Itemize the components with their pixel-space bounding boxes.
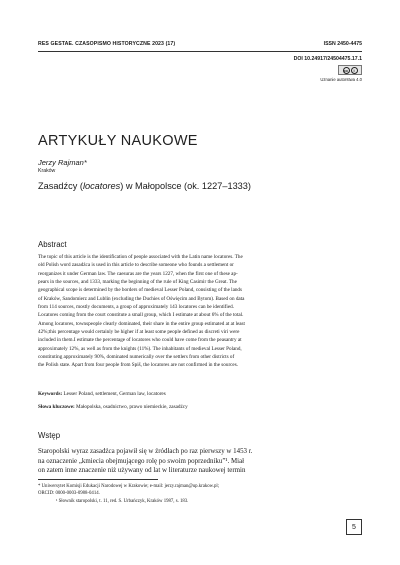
abstract-line: The topic of this article is the identification of people associated with the Latin name locatores. The: [38, 254, 243, 260]
abstract-line: 42%;this percentage would certainly be higher if at least some people defined as discreti viri were: [38, 329, 240, 336]
keywords: [38, 391, 166, 397]
footnote-divider: [38, 479, 158, 480]
keywords-label: Keywords:: [38, 391, 63, 397]
article-title: [38, 181, 251, 191]
intro-heading: Wstęp: [38, 431, 61, 440]
body-line: on zatem inne znaczenie niż używany od lat w literaturze naukowej termin: [38, 466, 246, 475]
by-icon: i: [351, 67, 358, 74]
abstract-line: of Kraków, Sandomierz and Lublin (excluding the Duchies of Oświęcim and Bytom). Based on data: [38, 295, 245, 302]
abstract-heading: Abstract: [38, 240, 67, 249]
footnote-orcid: ORCID: 0000-0003-0988-0414.: [38, 491, 100, 497]
intro-body: [38, 447, 362, 476]
title-italic: locatores: [82, 181, 121, 191]
cc-license-badge[interactable]: [338, 65, 362, 75]
keywords-text: Lesser Poland, settlement, German law, locatores: [63, 391, 166, 397]
abstract-body: [38, 253, 362, 370]
abstract-line: from 114 sources, mostly documents, a group of approximately 143 locatores can be identified.: [38, 304, 234, 311]
section-heading: ARTYKUŁY NAUKOWE: [38, 133, 198, 149]
body-line: na oznaczenie „kmiecia obejmującego rolę po swoim poprzedniku”¹. Miał: [38, 456, 245, 465]
author-affiliation: Kraków: [38, 168, 56, 174]
license-caption: Uznanie autorstwa 4.0: [320, 77, 362, 82]
doi-label[interactable]: DOI 10.24917/24504475.17.1: [293, 56, 362, 62]
page-number: 5: [346, 519, 362, 535]
title-part-2: ) w Małopolsce (ok. 1227–1333): [120, 181, 251, 191]
footnotes: [38, 483, 362, 505]
footnote-1: ¹ Słownik staropolski, t. 11, red. S. Urbańczyk, Kraków 1987, s. 183.: [56, 498, 189, 504]
abstract-line: approximately 12%, as well as from the knights (11%). The inhabitants of medieval Lesser Poland,: [38, 345, 242, 352]
abstract-line: geographical scope is determined by the borders of medieval Lesser Poland, consisting of the lands: [38, 287, 242, 294]
abstract-line: the Polish state. Apart from four people from Spiš, the locatores are not confirmed in the sources.: [38, 362, 239, 369]
footnote-author: * Uniwersytet Komisji Edukacji Narodowej w Krakowie; e-mail: jerzy.rajman@up.krakow.pl;: [38, 484, 220, 489]
title-part-1: Zasadźcy (: [38, 181, 83, 191]
abstract-line: constituting approximately 90%, dominated numerically over the settlers from other districts of: [38, 354, 235, 361]
keywords-pl-text: Małopolska, osadnictwo, prawo niemieckie, zasadźcy: [76, 404, 188, 410]
abstract-line: reorganizes it under German law. The caesuras are the years 1227, when the first one of these ap-: [38, 270, 238, 277]
journal-header: RES GESTAE. CZASOPISMO HISTORYCZNE 2023 (17): [38, 41, 176, 47]
keywords-pl-label: Słowa kluczowe:: [38, 404, 75, 410]
cc-icon: cc: [343, 67, 349, 73]
abstract-line: pears in the sources, and 1333, marking the beginning of the rule of King Casimir the Great. The: [38, 279, 237, 286]
abstract-line: Among locatores, townspeople clearly dominated, their share in the entire group estimated at at least: [38, 320, 245, 327]
abstract-line: included in them.I estimate the percentage of locatores who could have come from the peasantry at: [38, 337, 242, 344]
abstract-line: old Polish word zasadźca is used in this article to describe someone who founds a settlement or: [38, 262, 234, 269]
author-name: Jerzy Rajman*: [38, 158, 87, 167]
body-line: Staropolski wyraz zasadźca pojawił się w źródłach po raz pierwszy w 1453 r.: [38, 447, 253, 455]
header-divider: [38, 51, 362, 52]
issn-label: ISSN 2450-4475: [323, 41, 362, 47]
abstract-line: Locatores coming from the court constitute a small group, which I estimate at about 6% of the total.: [38, 312, 244, 319]
keywords-pl: [38, 404, 188, 410]
